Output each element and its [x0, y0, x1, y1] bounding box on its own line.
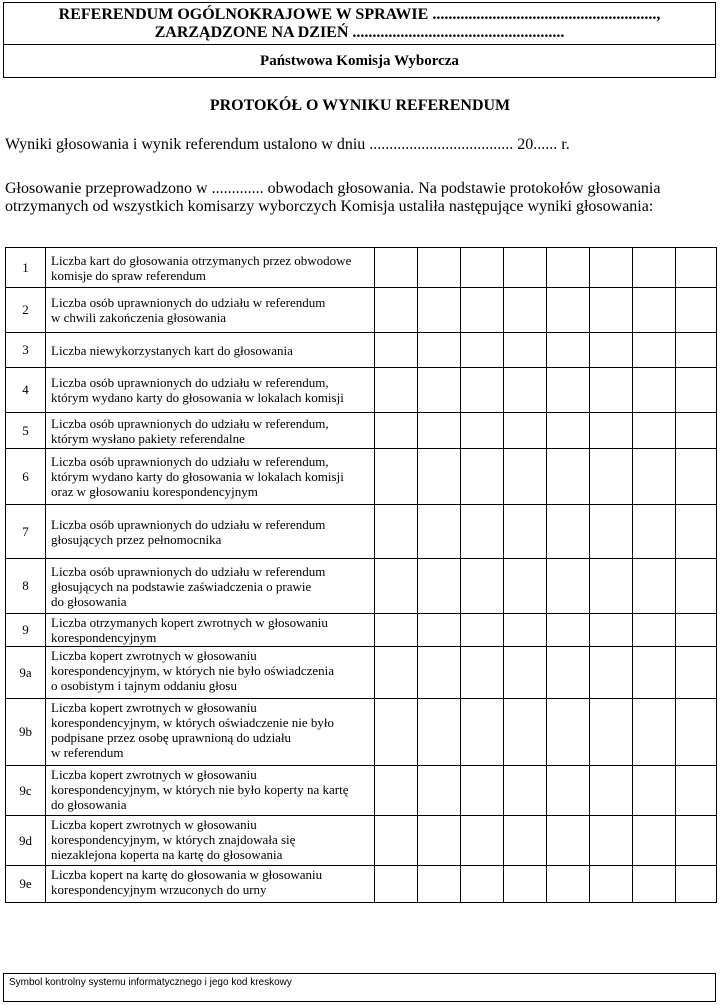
- digit-entry-cell[interactable]: [590, 505, 633, 559]
- digit-entry-cell[interactable]: [547, 333, 590, 368]
- digit-entry-cell[interactable]: [590, 248, 633, 288]
- digit-entry-cell[interactable]: [676, 766, 717, 816]
- row-description: Liczba kopert zwrotnych w głosowaniu korespondencyjnym, w których oświadczenie nie było podpisane przez osobę uprawnioną do udziału w referendum: [46, 699, 375, 766]
- digit-entry-cell[interactable]: [418, 333, 461, 368]
- digit-entry-cell[interactable]: [375, 288, 418, 333]
- digit-entry-cell[interactable]: [590, 614, 633, 647]
- digit-entry-cell[interactable]: [461, 333, 504, 368]
- row-description: Liczba kopert na kartę do głosowania w głosowaniu korespondencyjnym wrzuconych do urny: [46, 866, 375, 903]
- digit-entry-cell[interactable]: [461, 505, 504, 559]
- digit-entry-cell[interactable]: [676, 288, 717, 333]
- row-number: 9b: [6, 699, 46, 766]
- digit-entry-cell[interactable]: [590, 866, 633, 903]
- table-row: [6, 614, 717, 647]
- digit-entry-cell[interactable]: [590, 816, 633, 866]
- digit-entry-cell[interactable]: [676, 866, 717, 903]
- digit-entry-cell[interactable]: [375, 248, 418, 288]
- row-number: 4: [6, 368, 46, 413]
- digit-entry-cell[interactable]: [504, 699, 547, 766]
- digit-entry-cell[interactable]: [461, 368, 504, 413]
- digit-entry-cell[interactable]: [676, 449, 717, 505]
- digit-entry-cell[interactable]: [547, 766, 590, 816]
- digit-entry-cell[interactable]: [633, 413, 676, 449]
- digit-entry-cell[interactable]: [676, 333, 717, 368]
- digit-entry-cell[interactable]: [676, 368, 717, 413]
- barcode-box: [3, 973, 716, 1002]
- row-number: 6: [6, 449, 46, 505]
- table-row: [6, 505, 717, 559]
- row-description: Liczba kopert zwrotnych w głosowaniu korespondencyjnym, w których nie było koperty na kartę do głosowania: [46, 766, 375, 816]
- digit-entry-cell[interactable]: [375, 614, 418, 647]
- barcode-label: Symbol kontrolny systemu informatycznego i jego kod kreskowy: [9, 977, 292, 988]
- results-date-paragraph: Wyniki głosowania i wynik referendum ustalono w dniu .................................... 20...... r.: [5, 136, 570, 153]
- digit-entry-cell[interactable]: [547, 699, 590, 766]
- digit-entry-cell[interactable]: [547, 614, 590, 647]
- digit-entry-cell[interactable]: [504, 449, 547, 505]
- row-number: 9d: [6, 816, 46, 866]
- digit-entry-cell[interactable]: [633, 816, 676, 866]
- digit-entry-cell[interactable]: [590, 449, 633, 505]
- digit-entry-cell[interactable]: [375, 368, 418, 413]
- results-table: [5, 247, 717, 903]
- digit-entry-cell[interactable]: [418, 368, 461, 413]
- table-row: [6, 248, 717, 288]
- referendum-title-line: REFERENDUM OGÓLNOKRAJOWE W SPRAWIE ........................................................,: [58, 6, 661, 23]
- digit-entry-cell[interactable]: [461, 699, 504, 766]
- row-number: 9: [6, 614, 46, 647]
- digit-entry-cell[interactable]: [633, 333, 676, 368]
- digit-entry-cell[interactable]: [504, 413, 547, 449]
- digit-entry-cell[interactable]: [461, 766, 504, 816]
- digit-entry-cell[interactable]: [633, 368, 676, 413]
- row-number: 3: [6, 333, 46, 368]
- row-description: Liczba osób uprawnionych do udziału w referendum w chwili zakończenia głosowania: [46, 288, 375, 333]
- digit-entry-cell[interactable]: [504, 333, 547, 368]
- digit-entry-cell[interactable]: [461, 559, 504, 614]
- table-row: [6, 449, 717, 505]
- digit-entry-cell[interactable]: [418, 449, 461, 505]
- digit-entry-cell[interactable]: [504, 647, 547, 699]
- row-description: Liczba kart do głosowania otrzymanych przez obwodowe komisje do spraw referendum: [46, 248, 375, 288]
- digit-entry-cell[interactable]: [504, 614, 547, 647]
- digit-entry-cell[interactable]: [676, 647, 717, 699]
- digit-entry-cell[interactable]: [375, 866, 418, 903]
- digit-entry-cell[interactable]: [461, 413, 504, 449]
- digit-entry-cell[interactable]: [676, 413, 717, 449]
- digit-entry-cell[interactable]: [418, 614, 461, 647]
- table-row: [6, 333, 717, 368]
- digit-entry-cell[interactable]: [590, 368, 633, 413]
- voting-paragraph: Głosowanie przeprowadzono w ............. obwodach głosowania. Na podstawie protokołów głosowania otrzymanych od wszystkich komisarzy wyborczych Komisja ustaliła następujące wyniki głosowania:: [5, 180, 661, 215]
- digit-entry-cell[interactable]: [633, 248, 676, 288]
- row-description: Liczba kopert zwrotnych w głosowaniu korespondencyjnym, w których znajdowała się niezaklejona koperta na kartę do głosowania: [46, 816, 375, 866]
- row-description: Liczba otrzymanych kopert zwrotnych w głosowaniu korespondencyjnym: [46, 614, 375, 647]
- row-description: Liczba osób uprawnionych do udziału w referendum, którym wydano karty do głosowania w lokalach komisji oraz w głosowaniu korespondencyjnym: [46, 449, 375, 505]
- digit-entry-cell[interactable]: [504, 288, 547, 333]
- digit-entry-cell[interactable]: [375, 647, 418, 699]
- digit-entry-cell[interactable]: [461, 816, 504, 866]
- table-row: [6, 368, 717, 413]
- digit-entry-cell[interactable]: [676, 559, 717, 614]
- digit-entry-cell[interactable]: [590, 699, 633, 766]
- commission-name: Państwowa Komisja Wyborcza: [260, 53, 459, 69]
- digit-entry-cell[interactable]: [633, 866, 676, 903]
- digit-entry-cell[interactable]: [418, 288, 461, 333]
- digit-entry-cell[interactable]: [504, 559, 547, 614]
- digit-entry-cell[interactable]: [461, 449, 504, 505]
- digit-entry-cell[interactable]: [418, 816, 461, 866]
- digit-entry-cell[interactable]: [461, 614, 504, 647]
- digit-entry-cell[interactable]: [676, 248, 717, 288]
- table-row: [6, 866, 717, 903]
- digit-entry-cell[interactable]: [461, 647, 504, 699]
- digit-entry-cell[interactable]: [547, 816, 590, 866]
- table-row: [6, 559, 717, 614]
- digit-entry-cell[interactable]: [590, 766, 633, 816]
- digit-entry-cell[interactable]: [633, 449, 676, 505]
- row-description: Liczba osób uprawnionych do udziału w referendum, którym wysłano pakiety referendalne: [46, 413, 375, 449]
- table-row: [6, 699, 717, 766]
- digit-entry-cell[interactable]: [633, 559, 676, 614]
- digit-entry-cell[interactable]: [590, 559, 633, 614]
- digit-entry-cell[interactable]: [676, 614, 717, 647]
- digit-entry-cell[interactable]: [375, 766, 418, 816]
- digit-entry-cell[interactable]: [375, 413, 418, 449]
- digit-entry-cell[interactable]: [375, 816, 418, 866]
- digit-entry-cell[interactable]: [633, 699, 676, 766]
- table-row: [6, 413, 717, 449]
- row-description: Liczba osób uprawnionych do udziału w referendum głosujących na podstawie zaświadczenia o prawie do głosowania: [46, 559, 375, 614]
- digit-entry-cell[interactable]: [547, 288, 590, 333]
- digit-entry-cell[interactable]: [590, 288, 633, 333]
- digit-entry-cell[interactable]: [504, 505, 547, 559]
- digit-entry-cell[interactable]: [547, 866, 590, 903]
- row-description: Liczba osób uprawnionych do udziału w referendum, którym wydano karty do głosowania w lokalach komisji: [46, 368, 375, 413]
- digit-entry-cell[interactable]: [418, 866, 461, 903]
- digit-entry-cell[interactable]: [418, 505, 461, 559]
- digit-entry-cell[interactable]: [547, 559, 590, 614]
- row-description: Liczba niewykorzystanych kart do głosowania: [46, 333, 375, 368]
- digit-entry-cell[interactable]: [633, 614, 676, 647]
- digit-entry-cell[interactable]: [461, 248, 504, 288]
- row-number: 2: [6, 288, 46, 333]
- digit-entry-cell[interactable]: [504, 368, 547, 413]
- protocol-title: PROTOKÓŁ O WYNIKU REFERENDUM: [209, 97, 511, 114]
- row-number: 8: [6, 559, 46, 614]
- digit-entry-cell[interactable]: [375, 505, 418, 559]
- digit-entry-cell[interactable]: [461, 866, 504, 903]
- digit-entry-cell[interactable]: [547, 413, 590, 449]
- row-number: 5: [6, 413, 46, 449]
- table-row: [6, 766, 717, 816]
- referendum-header: [4, 3, 715, 45]
- digit-entry-cell[interactable]: [676, 505, 717, 559]
- digit-entry-cell[interactable]: [418, 413, 461, 449]
- digit-entry-cell[interactable]: [676, 699, 717, 766]
- digit-entry-cell[interactable]: [375, 559, 418, 614]
- table-row: [6, 816, 717, 866]
- digit-entry-cell[interactable]: [418, 699, 461, 766]
- digit-entry-cell[interactable]: [418, 766, 461, 816]
- digit-entry-cell[interactable]: [547, 449, 590, 505]
- digit-entry-cell[interactable]: [590, 333, 633, 368]
- digit-entry-cell[interactable]: [633, 288, 676, 333]
- digit-entry-cell[interactable]: [504, 816, 547, 866]
- digit-entry-cell[interactable]: [375, 333, 418, 368]
- digit-entry-cell[interactable]: [418, 248, 461, 288]
- digit-entry-cell[interactable]: [504, 766, 547, 816]
- digit-entry-cell[interactable]: [547, 248, 590, 288]
- digit-entry-cell[interactable]: [547, 505, 590, 559]
- table-row: [6, 288, 717, 333]
- referendum-date-line: ZARZĄDZONE NA DZIEŃ .....................................................: [154, 24, 565, 41]
- digit-entry-cell[interactable]: [547, 647, 590, 699]
- header-box: [3, 2, 716, 78]
- digit-entry-cell[interactable]: [375, 699, 418, 766]
- row-description: Liczba kopert zwrotnych w głosowaniu korespondencyjnym, w których nie było oświadczenia o osobistym i tajnym oddaniu głosu: [46, 647, 375, 699]
- digit-entry-cell[interactable]: [547, 368, 590, 413]
- digit-entry-cell[interactable]: [633, 505, 676, 559]
- digit-entry-cell[interactable]: [633, 647, 676, 699]
- digit-entry-cell[interactable]: [418, 559, 461, 614]
- table-row: [6, 647, 717, 699]
- row-description: Liczba osób uprawnionych do udziału w referendum głosujących przez pełnomocnika: [46, 505, 375, 559]
- digit-entry-cell[interactable]: [590, 413, 633, 449]
- row-number: 9e: [6, 866, 46, 903]
- row-number: 9c: [6, 766, 46, 816]
- row-number: 9a: [6, 647, 46, 699]
- digit-entry-cell[interactable]: [590, 647, 633, 699]
- digit-entry-cell[interactable]: [461, 288, 504, 333]
- row-number: 1: [6, 248, 46, 288]
- digit-entry-cell[interactable]: [375, 449, 418, 505]
- digit-entry-cell[interactable]: [633, 766, 676, 816]
- digit-entry-cell[interactable]: [676, 816, 717, 866]
- digit-entry-cell[interactable]: [504, 866, 547, 903]
- row-number: 7: [6, 505, 46, 559]
- digit-entry-cell[interactable]: [418, 647, 461, 699]
- digit-entry-cell[interactable]: [504, 248, 547, 288]
